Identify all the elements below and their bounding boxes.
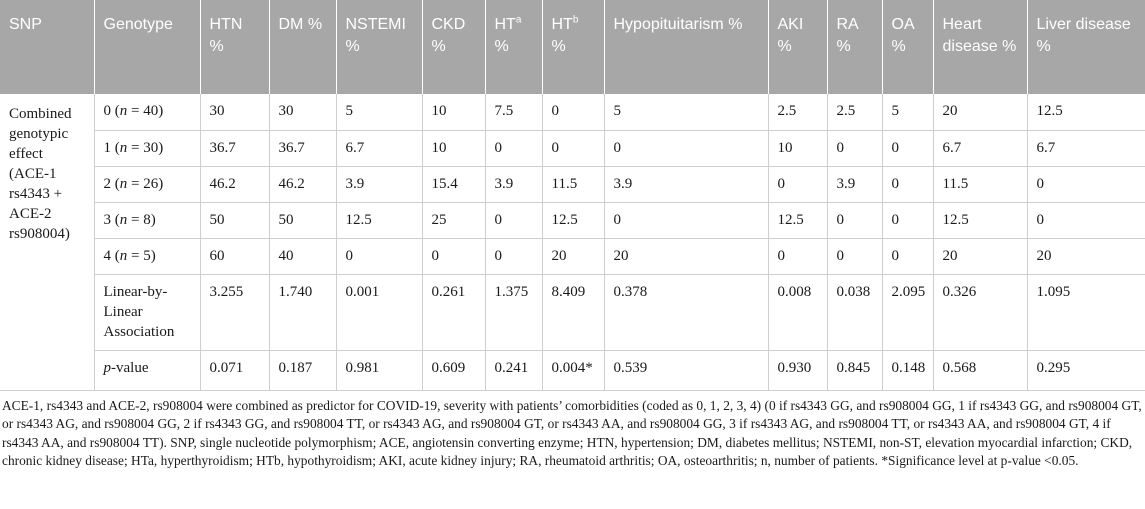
header-oa: OA % [882,0,933,94]
header-aki: AKI % [768,0,827,94]
value-cell: 0.378 [604,274,768,350]
header-hypopituitarism: Hypopituitarism % [604,0,768,94]
value-cell: 0.539 [604,350,768,390]
header-genotype: Genotype [94,0,200,94]
value-cell: 36.7 [269,130,336,166]
value-cell: 3.9 [604,166,768,202]
value-cell: 5 [336,94,422,130]
value-cell: 6.7 [1027,130,1145,166]
value-cell: 0 [827,130,882,166]
value-cell: 0.930 [768,350,827,390]
value-cell: 46.2 [269,166,336,202]
value-cell: 20 [1027,238,1145,274]
value-cell: 5 [604,94,768,130]
value-cell: 0.071 [200,350,269,390]
value-cell: 0 [485,130,542,166]
table-footnote: ACE-1, rs4343 and ACE-2, rs908004 were combined as predictor for COVID-19, severity with patients’ comorbidities (coded as 0, 1, 2, 3, 4) (0 if rs4343 GG, and rs908004 GG, 1 if rs4343 GG, and rs908004 GT, or rs4343 AG, and rs908004 GG, 2 if rs4343 GG, and rs908004 TT, or rs4343 AG, and rs908004 GT, or rs4343 AA, and rs908004 GG, 3 if rs4343 AG, and rs908004 TT, or rs4343 AA, and rs908004 GT, 4 if rs4343 AA, and rs908004 TT). SNP, single nucleotide polymorphism; ACE, angiotensin converting enzyme; HTN, hypertension; DM, diabetes mellitus; NSTEMI, non-ST, elevation myocardial infarction; CKD, chronic kidney disease; HTa, hyperthyroidism; HTb, hypothyroidism; AKI, acute kidney injury; RA, rheumatoid arthritis; OA, osteoarthritis; n, number of patients. *Significance level at p-value <0.05. [2,397,1142,469]
value-cell: 12.5 [542,202,604,238]
value-cell: 1.095 [1027,274,1145,350]
table-row [0,130,1145,166]
value-cell: 2.5 [768,94,827,130]
value-cell: 0.148 [882,350,933,390]
value-cell: 0.295 [1027,350,1145,390]
header-snp: SNP [0,0,94,94]
value-cell: 6.7 [933,130,1027,166]
value-cell: 30 [269,94,336,130]
genotype-cell: 0 (n = 40) [94,94,200,130]
value-cell: 46.2 [200,166,269,202]
header-liver-disease: Liver disease % [1027,0,1145,94]
value-cell: 2.5 [827,94,882,130]
value-cell: 30 [200,94,269,130]
value-cell: 40 [269,238,336,274]
value-cell: 0 [485,238,542,274]
value-cell: 0 [827,202,882,238]
value-cell: 0.001 [336,274,422,350]
value-cell: 1.740 [269,274,336,350]
linear-row [0,274,1145,350]
value-cell: 10 [422,130,485,166]
value-cell: 0.609 [422,350,485,390]
genotype-cell: 2 (n = 26) [94,166,200,202]
value-cell: 3.9 [827,166,882,202]
header-ckd: CKD % [422,0,485,94]
header-htn: HTN % [200,0,269,94]
header-row [0,0,1145,94]
genotype-cell: 4 (n = 5) [94,238,200,274]
value-cell: 6.7 [336,130,422,166]
value-cell: 7.5 [485,94,542,130]
table-row [0,94,1145,130]
value-cell: 0.004* [542,350,604,390]
value-cell: 0 [1027,166,1145,202]
value-cell: 36.7 [200,130,269,166]
value-cell: 0 [485,202,542,238]
value-cell: 3.9 [336,166,422,202]
value-cell: 0.981 [336,350,422,390]
value-cell: 1.375 [485,274,542,350]
value-cell: 3.9 [485,166,542,202]
value-cell: 5 [882,94,933,130]
value-cell: 0.261 [422,274,485,350]
value-cell: 0.568 [933,350,1027,390]
value-cell: 11.5 [933,166,1027,202]
value-cell: 60 [200,238,269,274]
value-cell: 0 [882,166,933,202]
value-cell: 0 [422,238,485,274]
value-cell: 50 [269,202,336,238]
value-cell: 10 [422,94,485,130]
value-cell: 12.5 [768,202,827,238]
value-cell: 20 [933,94,1027,130]
pvalue-row [0,350,1145,390]
snp-label: Combined genotypic effect (ACE-1 rs4343 + ACE-2 rs908004) [0,94,94,390]
table-row [0,166,1145,202]
value-cell: 0.187 [269,350,336,390]
header-htb: $HT^b$ % [542,0,604,94]
value-cell: 0 [1027,202,1145,238]
header-heart-disease: Heart disease % [933,0,1027,94]
value-cell: 15.4 [422,166,485,202]
value-cell: 0 [542,130,604,166]
value-cell: 0 [336,238,422,274]
value-cell: 20 [604,238,768,274]
value-cell: 12.5 [1027,94,1145,130]
genotype-cell: 1 (n = 30) [94,130,200,166]
value-cell: 20 [933,238,1027,274]
value-cell: 0.038 [827,274,882,350]
value-cell: 0.241 [485,350,542,390]
value-cell: 25 [422,202,485,238]
value-cell: 12.5 [933,202,1027,238]
value-cell: 2.095 [882,274,933,350]
value-cell: 11.5 [542,166,604,202]
value-cell: 0 [604,202,768,238]
value-cell: 0 [882,130,933,166]
genotype-cell: 3 (n = 8) [94,202,200,238]
value-cell: 0 [768,238,827,274]
value-cell: 0.326 [933,274,1027,350]
pvalue-label: p-value [94,350,200,390]
value-cell: 3.255 [200,274,269,350]
value-cell: 0 [604,130,768,166]
value-cell: 0 [882,238,933,274]
table-row [0,202,1145,238]
header-hta: $HT^a$ % [485,0,542,94]
value-cell: 0 [827,238,882,274]
value-cell: 0.845 [827,350,882,390]
header-ra: RA % [827,0,882,94]
value-cell: 0 [768,166,827,202]
linear-label: Linear-by-Linear Association [94,274,200,350]
value-cell: 0.008 [768,274,827,350]
header-nstemi: NSTEMI % [336,0,422,94]
value-cell: 0 [882,202,933,238]
value-cell: 0 [542,94,604,130]
table-row [0,238,1145,274]
header-dm: DM % [269,0,336,94]
value-cell: 20 [542,238,604,274]
value-cell: 10 [768,130,827,166]
value-cell: 8.409 [542,274,604,350]
value-cell: 12.5 [336,202,422,238]
value-cell: 50 [200,202,269,238]
